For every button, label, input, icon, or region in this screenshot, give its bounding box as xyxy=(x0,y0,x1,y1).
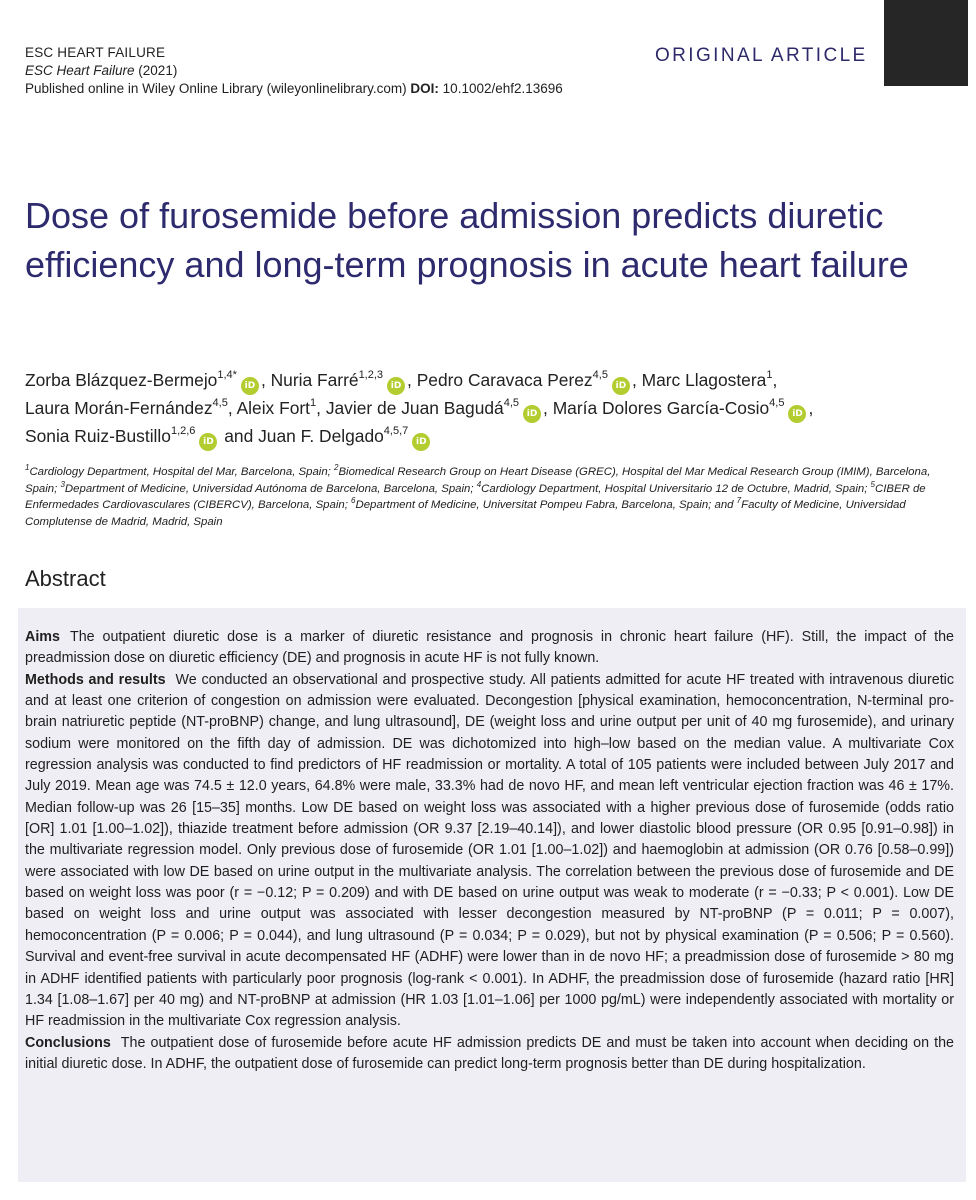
journal-header xyxy=(25,44,563,98)
article-title: Dose of furosemide before admission predicts diuretic efficiency and long-term prognosis in acute heart failure xyxy=(25,195,909,285)
author-separator: , xyxy=(772,370,778,390)
affiliation-number: 7 xyxy=(736,496,742,506)
author-name: Zorba Blázquez-Bermejo xyxy=(25,370,218,390)
author-affiliation-number: 4,5 xyxy=(212,397,228,410)
author-separator: , xyxy=(316,398,326,418)
doi-label: DOI: xyxy=(410,81,439,96)
author-affiliation-number: 4,5 xyxy=(769,397,785,410)
affiliation-number: 4 xyxy=(476,479,482,489)
article-type-label: ORIGINAL ARTICLE xyxy=(655,45,868,66)
author-list xyxy=(25,367,960,451)
author-name: Nuria Farré xyxy=(270,370,359,390)
affiliation-number: 3 xyxy=(60,479,65,489)
abstract-section xyxy=(25,670,954,1033)
author-affiliation-number: 1,2,3 xyxy=(358,369,384,382)
doi-value[interactable]: 10.1002/ehf2.13696 xyxy=(438,81,563,96)
affiliation-text: Cardiology Department, Hospital del Mar, Barcelona, Spain; xyxy=(29,466,334,478)
author xyxy=(417,370,642,390)
abstract-section-label: Methods and results xyxy=(25,671,166,688)
journal-citation xyxy=(25,62,563,80)
author xyxy=(258,426,432,446)
affiliation-text: Biomedical Research Group on Heart Disease (GREC), Hospital del Mar Medical Research Group (IMIM), Barcelona, Spain; xyxy=(25,466,931,495)
abstract-section-label: Aims xyxy=(25,629,60,645)
affiliations xyxy=(25,464,960,530)
abstract-section-text: We conducted an observational and prospective study. All patients admitted for acute HF treated with intravenous diuretic and at least one criterion of congestion on admission were evaluated. Decongestion [physical examination, hemoconcentration, N-terminal pro-brain natriuretic peptide (NT-proBNP) change, and lung ultrasound], DE (weight loss and urine output per unit of 40 mg furosemide), and urinary sodium were monitored on the fifth day of admission. DE was dichotomized into high–low based on the median value. A multivariate Cox regression analysis was conducted to find predictors of HF readmission or mortality. A total of 105 patients were included between July 2017 and July 2019. Mean age was 74.5 ± 12.0 years, 64.8% were male, 33.3% had de novo HF, and mean left ventricular ejection fraction was 46 ± 17%. Median follow-up was 26 [15–35] months. Low DE based on weight loss was associated with a higher previous dose of furosemide (odds ratio [OR] 1.01 [1.00–1.02]), thiazide treatment before admission (OR 9.37 [2.19–40.14]), and lower diastolic blood pressure (OR 0.95 [0.91–0.98]) in the multivariate regression model. Only previous dose of furosemide (OR 1.01 [1.00–1.02]) and haemoglobin at admission (OR 0.76 [0.58–0.99]) were associated with low DE based on urine output in the multivariate analysis. The correlation between the previous dose of furosemide and DE based on weight loss was poor (r = −0.12; P = 0.209) and with DE based on urine output was weak to moderate (r = −0.33; P < 0.001). Low DE based on weight loss and urine output was associated with lesser decongestion measured by NT-proBNP (P = 0.011; P = 0.007), hemoconcentration (P = 0.006; P = 0.044), and lung ultrasound (P = 0.034; P = 0.029), but not by physical examination (P = 0.506; P = 0.560). Survival and event-free survival in acute decompensated HF (ADHF) were lower than in de novo HF; a preadmission dose of furosemide > 80 mg in ADHF identified patients with particularly poor prognosis (log-rank < 0.001). In ADHF, the preadmission dose of furosemide (hazard ratio [HR] 1.34 [1.08–1.67] per 40 mg) and NT-proBNP at admission (HR 1.03 [1.01–1.06] per 1000 pg/mL) were independently associated with mortality or HF readmission in the multivariate Cox regression analysis. xyxy=(25,671,954,1030)
journal-italic-name: ESC Heart Failure xyxy=(25,63,135,78)
author-affiliation-number: 4,5 xyxy=(503,397,520,410)
affiliation-text: Department of Medicine, Universitat Pompeu Fabra, Barcelona, Spain; and xyxy=(355,499,737,511)
author-affiliation-number: 4,5,7 xyxy=(383,425,409,438)
author xyxy=(553,398,814,418)
author-name: Pedro Caravaca Perez xyxy=(416,370,593,390)
author-name: Laura Morán-Fernández xyxy=(25,398,213,418)
affiliation-text: Cardiology Department, Hospital Universitario 12 de Octubre, Madrid, Spain; xyxy=(481,482,871,495)
author-name: María Dolores García-Cosio xyxy=(552,398,770,418)
author-separator: , xyxy=(808,398,814,418)
author-name: Juan F. Delgado xyxy=(258,426,384,446)
author xyxy=(237,398,326,418)
author-name: Aleix Fort xyxy=(236,398,311,418)
journal-year: (2021) xyxy=(134,63,178,78)
author-name: Sonia Ruiz-Bustillo xyxy=(25,426,171,446)
journal-name: ESC HEART FAILURE xyxy=(25,45,166,60)
author-separator: , xyxy=(631,370,642,390)
orcid-icon[interactable]: iD xyxy=(387,377,405,395)
author xyxy=(25,398,237,418)
abstract-section xyxy=(25,627,954,670)
affiliation-text: Faculty of Medicine, Universidad Complutense de Madrid, Madrid, Spain xyxy=(25,499,906,528)
affiliation-number: 1 xyxy=(25,463,30,473)
affiliation-text: Department of Medicine, Universidad Autónoma de Barcelona, Barcelona, Spain; xyxy=(64,482,477,495)
author-affiliation-number: 1 xyxy=(766,369,773,382)
author-affiliation-number: 1 xyxy=(310,397,317,410)
orcid-icon[interactable]: iD xyxy=(612,377,630,395)
author xyxy=(25,370,271,390)
abstract-section-text: The outpatient diuretic dose is a marker of diuretic resistance and prognosis in chronic heart failure (HF). Still, the impact of the preadmission dose on diuretic efficiency (DE) and prognosis in acute HF is not fully known. xyxy=(25,629,954,667)
author-name: Javier de Juan Bagudá xyxy=(325,398,504,418)
affiliation-number: 6 xyxy=(351,496,356,506)
affiliation-number: 2 xyxy=(334,463,339,473)
abstract-heading: Abstract xyxy=(25,566,106,591)
corresponding-mark: * xyxy=(232,369,237,382)
abstract-section-label: Conclusions xyxy=(25,1034,111,1051)
abstract-body xyxy=(25,627,954,1075)
author-separator: , xyxy=(260,370,271,390)
author-affiliation-number: 4,5 xyxy=(592,369,608,382)
author xyxy=(642,370,778,390)
author-separator: and xyxy=(219,426,259,446)
author-separator: , xyxy=(543,398,553,418)
author-affiliation-number: 1,4* xyxy=(217,369,237,382)
orcid-icon[interactable]: iD xyxy=(241,377,259,395)
author-separator: , xyxy=(227,398,237,418)
orcid-icon[interactable]: iD xyxy=(788,405,806,423)
author-affiliation-number: 1,2,6 xyxy=(170,425,196,438)
affiliation-text: CIBER de Enfermedades Cardiovasculares (CIBERCV), Barcelona, Spain; xyxy=(25,482,926,511)
author xyxy=(326,398,553,418)
affiliation-number: 5 xyxy=(870,479,875,489)
orcid-icon[interactable]: iD xyxy=(412,433,430,451)
orcid-icon[interactable]: iD xyxy=(523,405,541,423)
published-text: Published online in Wiley Online Library (wileyonlinelibrary.com) xyxy=(25,81,411,96)
publication-line xyxy=(25,80,563,98)
abstract-section-text: The outpatient dose of furosemide before acute HF admission predicts DE and must be taken into account when deciding on the initial diuretic dose. In ADHF, the outpatient dose of furosemide can predict long-term prognosis better than DE during hospitalization. xyxy=(25,1034,954,1072)
orcid-icon[interactable]: iD xyxy=(199,433,217,451)
author-name: Marc Llagostera xyxy=(641,370,767,390)
author xyxy=(25,426,258,446)
author-separator: , xyxy=(407,370,417,390)
author xyxy=(271,370,417,390)
corner-tab xyxy=(884,0,968,86)
abstract-section xyxy=(25,1033,954,1076)
